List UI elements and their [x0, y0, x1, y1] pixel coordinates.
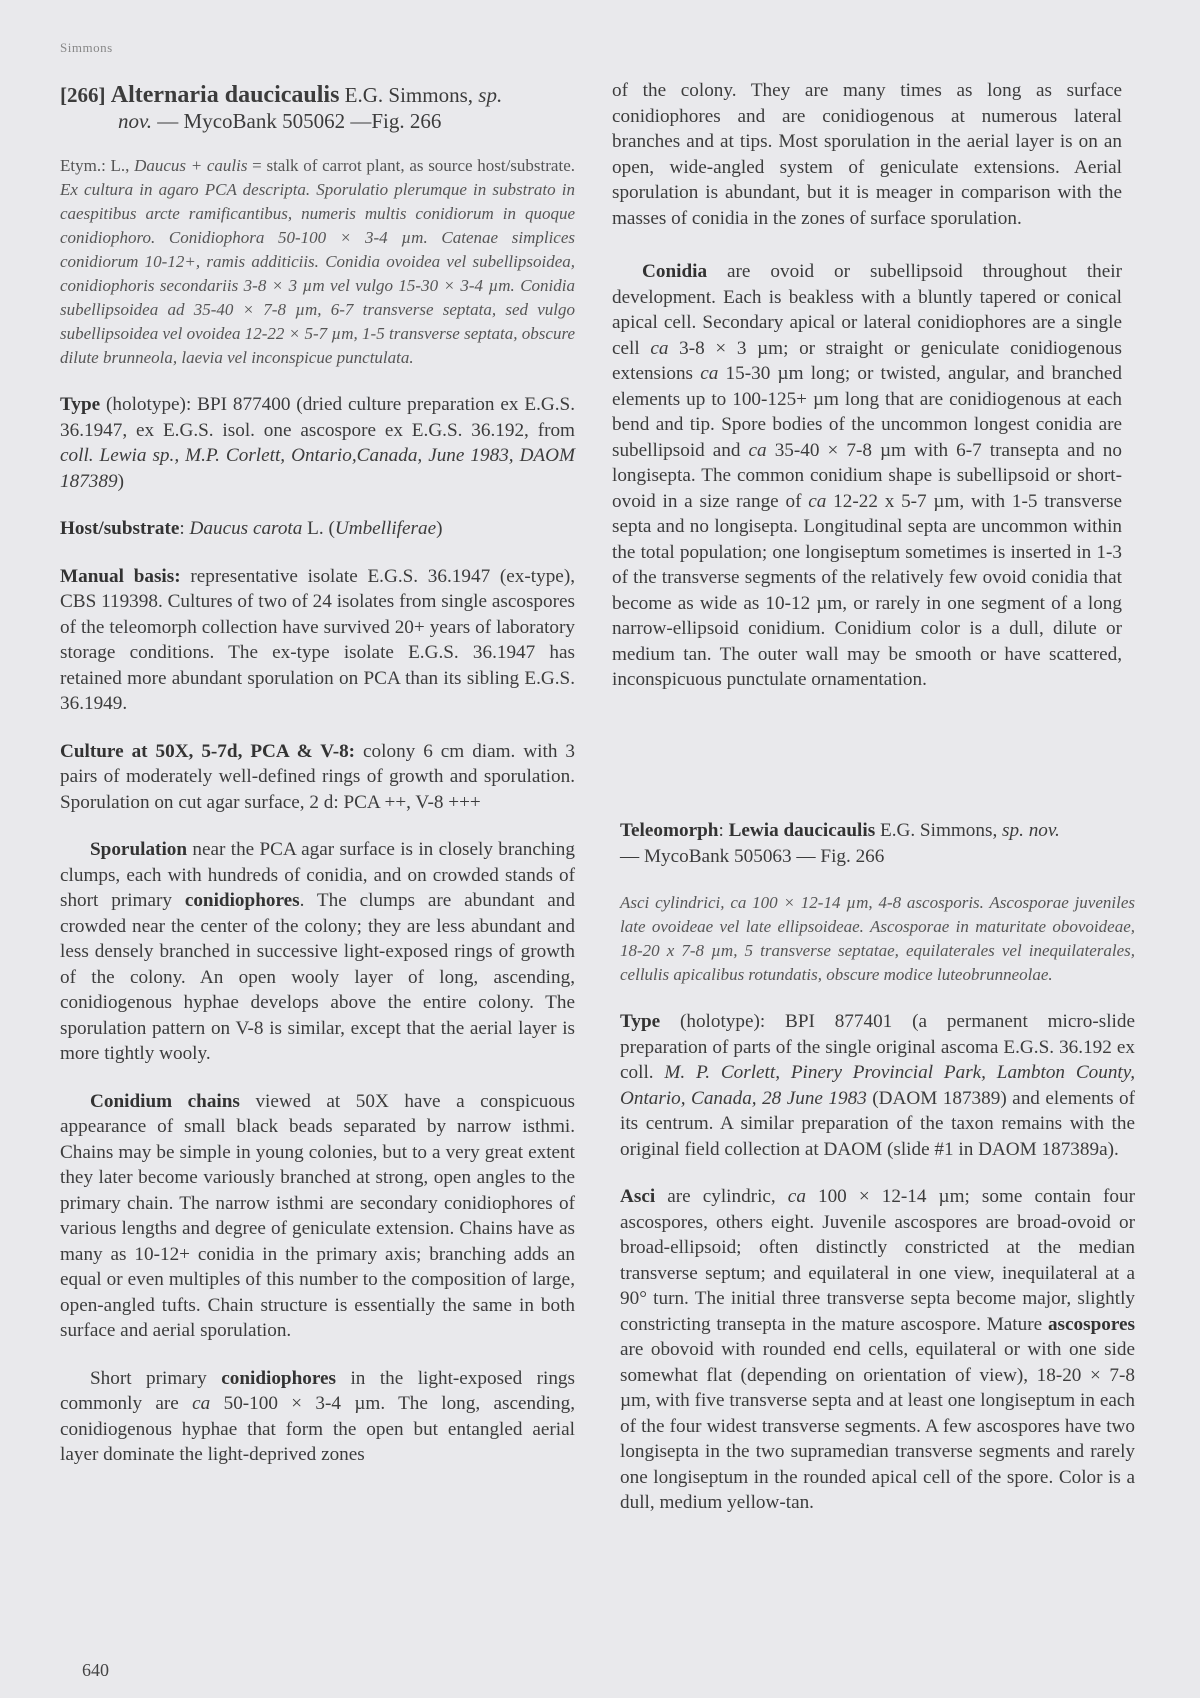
running-head: Simmons [60, 40, 113, 55]
right-column-upper [612, 78, 1122, 693]
mycobank-ref: — MycoBank 505062 —Fig. 266 [152, 109, 442, 133]
species-authority: E.G. Simmons, [339, 83, 479, 107]
short-primary-paragraph: Short primary conidiophores in the light-exposed rings commonly are ca 50-100 × 3-4 µm. The long, ascending, conidiogenous hyphae that form the open but entangled aerial layer dominate the light-deprived zones [60, 1367, 575, 1465]
asci-paragraph: Asci are cylindric, ca 100 × 12-14 µm; some contain four ascospores, others eight. Juvenile ascospores are broad-ovoid or broad-ellipsoid; often distinctly constricted at the median transverse septum; and equilateral in one view, inequilateral at a 90° turn. The initial three transverse septa become major, slightly constricting transepta in the mature ascospore. Mature ascospores are obovoid with rounded end cells, equilateral or with one side somewhat flat (depending on orientation of view), 18-20 × 7-8 µm, with five transverse septa and at least one longiseptum in each of the four widest transverse segments. A few ascospores have two longisepta in the two supramedian transverse segments and rarely one longiseptum in the rounded apical cell of the spore. Color is a dull, medium yellow-tan. [620, 1186, 1136, 1513]
species-heading [60, 82, 575, 134]
continued-paragraph: of the colony. They are many times as long as surface conidiophores and are conidiogenous at numerous lateral branches and at tips. Most sporulation in the aerial layer is on an open, wide-angled system of geniculate extensions. Aerial sporulation is abundant, but it is meager in comparison with the masses of conidia in the zones of surface sporulation. [612, 80, 1122, 229]
sp-nov-a: sp. [478, 83, 503, 107]
entry-number: [266] [60, 83, 106, 107]
etymology: Etym.: L., Daucus + caulis = stalk of carrot plant, as source host/substrate. Ex cultura in agaro PCA descripta. Sporulatio plerumque in substrato in caespitibus arcte ramificantibus, numeris multis conidiorum in quoque conidiophoro. Conidiophora 50-100 × 3-4 µm. Catenae simplices conidiorum 10-12+, ramis additiciis. Conidia ovoidea vel subellipsoidea, conidiophoris secondariis 3-8 × 3 µm vel vulgo 15-30 × 3-4 µm. Conidia subellipsoidea ad 35-40 × 7-8 µm, 6-7 transverse septata, sed vulgo subellipsoidea vel ovoidea 12-22 × 5-7 µm, 1-5 transverse septata, obscure dilute brunneola, laevia vel inconspicue punctulata. [60, 156, 575, 367]
right-column-lower [620, 818, 1135, 1516]
left-column [60, 82, 575, 1468]
page-number: 640 [82, 1660, 109, 1680]
host-substrate: Host/substrate: Daucus carota L. (Umbelliferae) [60, 518, 443, 539]
type-holotype-teleomorph: Type (holotype): BPI 877401 (a permanent micro-slide preparation of parts of the single original ascoma E.G.S. 36.192 ex coll. M. P. Corlett, Pinery Provincial Park, Lambton County, Ontario, Canada, 28 June 1983 (DAOM 187389) and elements of its centrum. A similar preparation of the taxon remains with the original field collection at DAOM (slide #1 in DAOM 187389a). [620, 1011, 1135, 1160]
species-name: Alternaria daucicaulis [110, 82, 340, 108]
culture-description: Culture at 50X, 5-7d, PCA & V-8: colony 6 cm diam. with 3 pairs of moderately well-defined rings of growth and sporulation. Sporulation on cut agar surface, 2 d: PCA ++, V-8 +++ [60, 740, 575, 813]
manual-basis: Manual basis: representative isolate E.G.S. 36.1947 (ex-type), CBS 119398. Cultures of two of 24 isolates from single ascospores of the teleomorph collection have survived 20+ years of laboratory storage conditions. The ex-type isolate E.G.S. 36.1947 has retained more abundant sporulation on PCA than its sibling E.G.S. 36.1949. [60, 565, 575, 714]
conidium-chains-paragraph: Conidium chains viewed at 50X have a conspicuous appearance of small black beads separated by narrow isthmi. Chains may be simple in young colonies, but to a very great extent they later become variously branched at strong, open angles to the primary chain. The narrow isthmi are secondary conidiophores of various lengths and degree of geniculate extension. Chains have as many as 10-12+ conidia in the primary axis; branching adds an equal or even multiples of this number to the composition of large, open-angled tufts. Chain structure is essentially the same in both surface and aerial sporulation. [60, 1090, 576, 1341]
type-holotype: Type (holotype): BPI 877400 (dried culture preparation ex E.G.S. 36.1947, ex E.G.S. isol. one ascospore ex E.G.S. 36.192, from coll. Lewia sp., M.P. Corlett, Ontario,Canada, June 1983, DAOM 187389) [60, 394, 575, 492]
teleomorph-heading: Teleomorph: Lewia daucicaulis E.G. Simmons, sp. nov. — MycoBank 505063 — Fig. 266 [620, 820, 1060, 867]
latin-diagnosis: Ex cultura in agaro PCA descripta. Sporulatio plerumque in substrato in caespitibus arcte ramificantibus, numeris multis conidiorum in quoque conidiophoro. Conidiophora 50-100 × 3-4 µm. Catenae simplices conidiorum 10-12+, ramis additiciis. Conidia ovoidea vel subellipsoidea, conidiophoris secondariis 3-8 × 3 µm vel vulgo 15-30 × 3-4 µm. Conidia subellipsoidea ad 35-40 × 7-8 µm, 6-7 transverse septata, sed vulgo subellipsoidea vel ovoidea 12-22 × 5-7 µm, 1-5 transverse septata, obscure dilute brunneola, laevia vel inconspicue punctulata. [60, 180, 575, 367]
sporulation-paragraph: Sporulation near the PCA agar surface is in closely branching clumps, each with hundreds of conidia, and on crowded stands of short primary conidiophores. The clumps are abundant and crowded near the center of the colony; they are less abundant and less densely branched in successive light-exposed rings of growth of the colony. An open wooly layer of long, ascending, conidiogenous hyphae develops above the entire colony. The sporulation pattern on V-8 is similar, except that the aerial layer is more tightly wooly. [60, 839, 575, 1064]
sp-nov-b: nov. [118, 109, 153, 133]
conidia-paragraph: Conidia are ovoid or subellipsoid throughout their development. Each is beakless with a bluntly tapered or conical apical cell. Secondary apical or lateral conidiophores are a single cell ca 3-8 × 3 µm; or straight or geniculate conidiogenous extensions ca 15-30 µm long; or twisted, angular, and branched elements up to 100-125+ µm long that are conidiogenous at each bend and tip. Spore bodies of the uncommon longest conidia are subellipsoid and ca 35-40 × 7-8 µm with 6-7 transepta and no longisepta. The common conidium shape is subellipsoid or short-ovoid in a size range of ca 12-22 x 5-7 µm, with 1-5 transverse septa and no longisepta. Longitudinal septa are uncommon within the total population; one longiseptum sometimes is inserted in 1-3 of the transverse segments of the relatively few ovoid conidia that become as wide as 10-12 µm, or rarely in one segment of a long narrow-ellipsoid conidium. Conidium color is a dull, dilute or medium tan. The outer wall may be smooth or have scattered, inconspicuous punctulate ornamentation. [612, 261, 1123, 690]
teleomorph-latin: Asci cylindrici, ca 100 × 12-14 µm, 4-8 ascosporis. Ascosporae juveniles late ovoideae vel late ellipsoideae. Ascosporae in maturitate obovoideae, 18-20 x 7-8 µm, 5 transverse septatae, equilaterales vel inequilaterales, cellulis apicalibus rotundatis, obscure modice luteobrunneolae. [620, 893, 1135, 984]
